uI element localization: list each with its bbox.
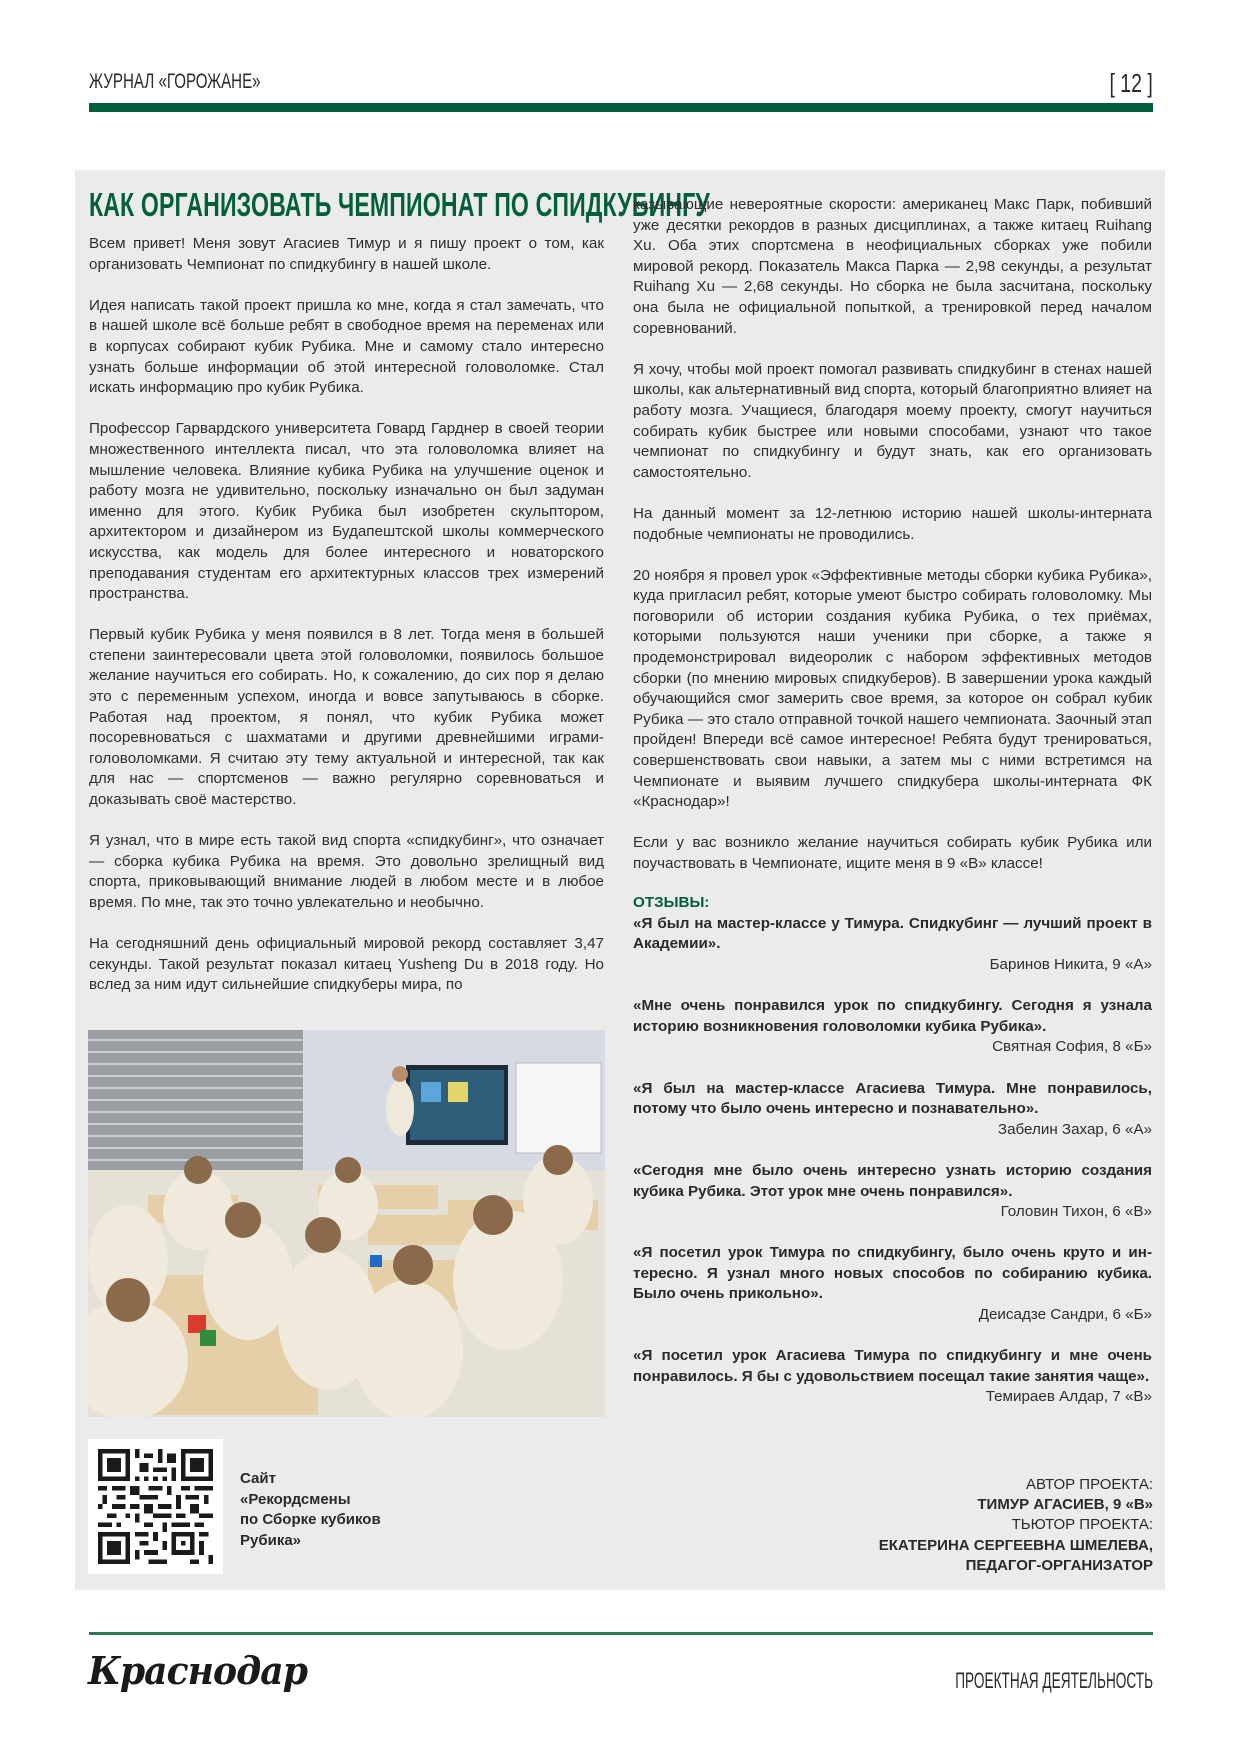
tutor-label: ТЬЮТОР ПРОЕКТА:: [1011, 1516, 1153, 1534]
review-item: [633, 1346, 1152, 1408]
review-quote: «Я был на мастер-классе у Тимура. Спидкубинг — лучший проект в Академии».: [633, 914, 1152, 953]
article-right-column: [633, 195, 1152, 1429]
page-number: [ 12 ]: [1109, 68, 1153, 98]
paragraph: Профессор Гарвардского университета Говард Гарднер в своей теории множественного интеллекта писал, что эта головоломка влияет на мышление человека. Влияние кубика Рубика на улучшение оценок и работу мозга не удивительно, поскольку изначально он был задуман именно для этого. Кубик Рубика был изобретен скульптором, архитектором и дизайнером из Будапештской школы коммерческого искусства, как модель для более интересного и новаторского преподавания студентам его архитектурных классов трех измерений пространства.: [89, 420, 604, 603]
classroom-photo: [88, 1030, 605, 1417]
paragraph: Я узнал, что в мире есть такой вид спорта «спидкубинг», что означает — сборка кубика Рубика на время. Это довольно зрелищный вид спорта, приковывающий внимание людей в любом месте и в любое время. По мне, так это точно увлекательно и необычно.: [89, 832, 604, 911]
qr-caption-line: Рубика»: [240, 1531, 302, 1549]
qr-caption: [240, 1469, 420, 1551]
review-item: [633, 996, 1152, 1058]
review-author: Деисадзе Сандри, 6 «Б»: [978, 1306, 1152, 1324]
review-author: Темираев Алдар, 7 «В»: [985, 1388, 1152, 1406]
paragraph: казывающие невероятные скорости: американец Макс Парк, побивший уже десятки рекордов в разных дисциплинах, а также китаец Ruihang Xu. Оба этих спортсмена в неофициальных сборках уже побили мировой рекорд. Показатель Макса Парка — 2,98 секунды, а результат Ruihang Xu — 2,68 секунды. Но сборка не была засчитана, поскольку она была не официальной попыткой, а тренировкой перед началом соревнований.: [633, 196, 1152, 337]
article-left-column: [89, 234, 604, 1017]
presenter: [386, 1080, 414, 1136]
review-quote: «Я посетил урок Агасиева Тимура по спидкубингу и мне очень понравилось. Я бы с удовольствием посещал такие занятия чаще».: [633, 1347, 1152, 1385]
qr-code[interactable]: [88, 1439, 223, 1574]
review-quote: «Я был на мастер-классе Агасиева Тимура. Мне понравилось, потому что было очень интересно и познавательно».: [633, 1079, 1152, 1118]
review-item: [633, 1079, 1152, 1141]
review-item: [633, 1243, 1152, 1325]
paragraph: Идея написать такой проект пришла ко мне, когда я стал замечать, что в нашей школе всё больше ребят в свободное время на переменах или в корпусах собирают кубик Рубика. Мне и самому стало интересно узнать больше информации об этой интересной головоломке. Стал искать информацию про кубик Рубика.: [89, 296, 604, 397]
review-author: Головин Тихон, 6 «В»: [1000, 1203, 1152, 1221]
paragraph: На сегодняшний день официальный мировой рекорд составляет 3,47 секунды. Такой результат показал китаец Yusheng Du в 2018 году. Но вслед за ним идут сильнейшие спидкуберы мира, по: [89, 935, 604, 994]
paragraph: Всем привет! Меня зовут Агасиев Тимур и я пишу проект о том, как организовать Чемпионат по спидкубингу в нашей школе.: [89, 235, 604, 273]
review-item: [633, 1161, 1152, 1223]
paragraph: 20 ноября я провел урок «Эффективные методы сборки кубика Рубика», куда пригласил ребят, которые умеют быстро собирать головоломку. Мы поговорили об истории создания кубика Рубика, о тех приёмах, которыми пользуются наши ученики при сборке, а также я продемонстрировал видеоролик с набором эффективных методов сборки (по мнению мировых спидкуберов). В завершении урока каждый обучающийся смог замерить свое время, за которое он собрал кубик Рубика — это стало отправной точкой нашего чемпионата. Заочный этап пройден! Впереди всё самое интересное! Ребята будут тренироваться, совершенствовать свои навыки, а затем мы с ними встретимся на Чемпионате и выявим лучшего спидкубера школы-интерната ФК «Краснодар»!: [633, 566, 1152, 811]
magazine-title: ЖУРНАЛ «ГОРОЖАНЕ»: [89, 70, 261, 93]
project-credits: [879, 1475, 1153, 1576]
review-author: Забелин Захар, 6 «А»: [997, 1120, 1152, 1138]
tutor-name: ЕКАТЕРИНА СЕРГЕЕВНА ШМЕЛЕВА,: [878, 1536, 1153, 1554]
review-quote: «Сегодня мне было очень интересно узнать историю создания кубика Рубика. Этот урок мне очень понравился».: [633, 1161, 1152, 1200]
review-quote: «Я посетил урок Тимура по спидкубингу, было очень круто и интересно. Я узнал много новых способов по собиранию кубика. Было очень прикольно».: [633, 1244, 1152, 1303]
qr-code-icon: [98, 1449, 213, 1564]
review-quote: «Мне очень понравился урок по спидкубингу. Сегодня я узнала историю возникновения головоломки кубика Рубика».: [633, 997, 1152, 1035]
qr-caption-line: «Рекордсмены: [240, 1490, 351, 1508]
article-title: КАК ОРГАНИЗОВАТЬ ЧЕМПИОНАТ ПО СПИДКУБИНГУ: [89, 186, 710, 223]
review-author: Святная София, 8 «Б»: [992, 1038, 1152, 1056]
footer-divider: [89, 1632, 1153, 1635]
review-item: [633, 914, 1152, 976]
author-label: АВТОР ПРОЕКТА:: [1025, 1476, 1153, 1493]
paragraph: На данный момент за 12-летнюю историю нашей школы-интерната подобные чемпионаты не проводились.: [633, 504, 1152, 543]
section-name: ПРОЕКТНАЯ ДЕЯТЕЛЬНОСТЬ: [955, 1668, 1153, 1693]
paragraph: Первый кубик Рубика у меня появился в 8 лет. Тогда меня в большей степени заинтересовали цвета этой головоломки, появилось большое желание научиться его собирать. Но, к сожалению, до сих пор я делаю это с переменным успехом, иногда и вовсе запутываюсь в сборке. Работая над проектом, я понял, что кубик Рубика может посоревноваться с шахматами и другими древнейшими играми-головоломками. Я считаю эту тему актуальной и интересной, так как для нас — спортсменов — важно регулярно соревноваться и доказывать своё мастерство.: [89, 626, 604, 809]
qr-caption-line: по Сборке кубиков: [240, 1511, 381, 1528]
header-divider: [89, 103, 1153, 112]
author-name: ТИМУР АГАСИЕВ, 9 «В»: [977, 1496, 1153, 1514]
whiteboard: [516, 1063, 601, 1153]
classroom-photo-illustration: [88, 1030, 605, 1417]
reviews-heading: ОТЗЫВЫ:: [633, 894, 710, 912]
qr-caption-line: Сайт: [240, 1470, 276, 1487]
review-author: Баринов Никита, 9 «А»: [989, 955, 1152, 973]
paragraph: Если у вас возникло желание научиться собирать кубик Рубика или поучаствовать в Чемпионате, ищите меня в 9 «В» классе!: [633, 834, 1152, 872]
paragraph: Я хочу, чтобы мой проект помогал развивать спидкубинг в стенах нашей школы, как альтернативный вид спорта, который благоприятно влияет на работу мозга. Учащиеся, благодаря моему проекту, смогут научиться собирать кубик быстрее или новыми способами, узнают что такое чемпионат по спидкубингу и будут знать, как его организовать самостоятельно.: [633, 360, 1152, 481]
tutor-role: ПЕДАГОГ-ОРГАНИЗАТОР: [965, 1556, 1153, 1574]
krasnodar-logo: Краснодар: [88, 1648, 308, 1693]
